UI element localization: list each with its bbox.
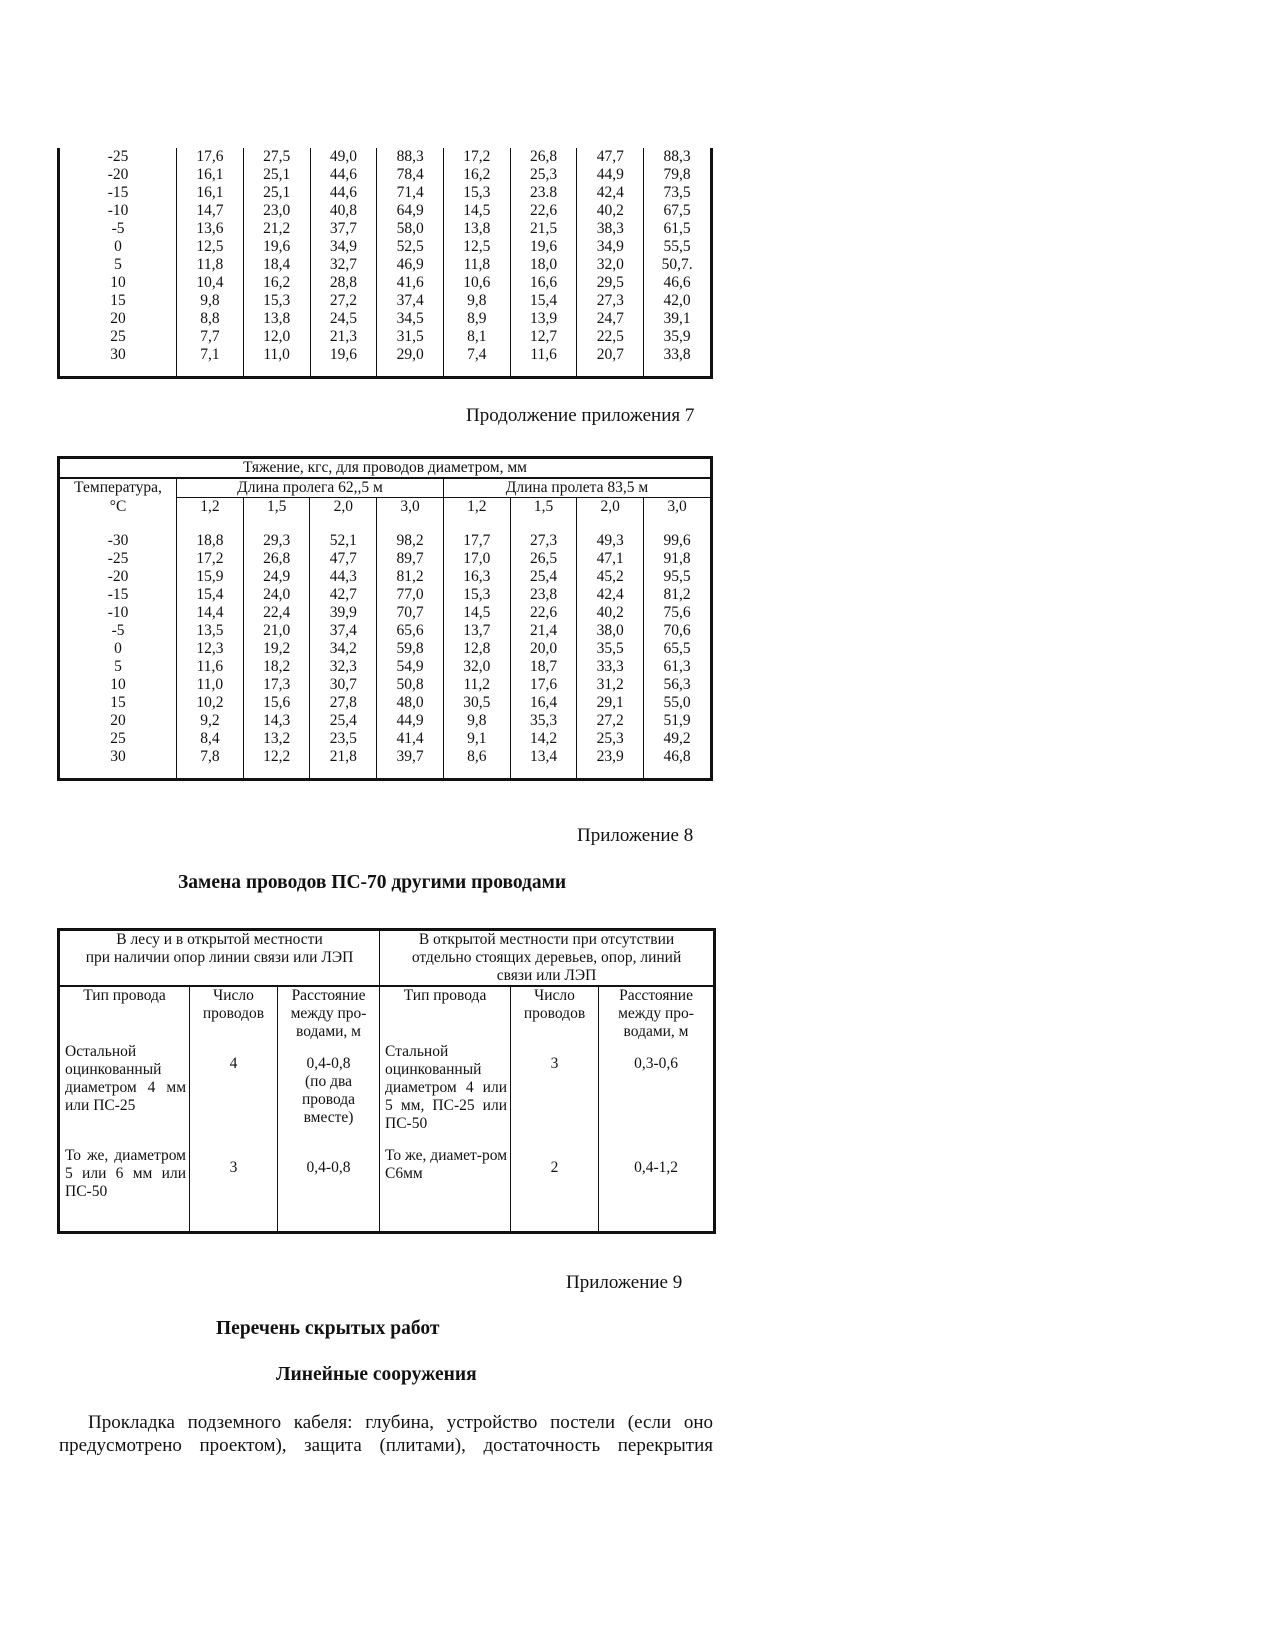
diameter-header: 1,5 [243, 498, 310, 533]
tension-cell: 8,9 [444, 310, 511, 328]
tension-cell: 26,8 [510, 148, 577, 166]
table1-row [59, 220, 712, 238]
tension-cell: 16,1 [177, 166, 244, 184]
tension-cell: 51,9 [644, 712, 712, 730]
col-wire-count-a: Число проводов [190, 986, 278, 1043]
tension-cell: 44,3 [310, 568, 377, 586]
tension-cell: 50,8 [377, 676, 444, 694]
tension-cell: 11,8 [444, 256, 511, 274]
tension-cell: 77,0 [377, 586, 444, 604]
table1-row [59, 238, 712, 256]
tension-cell: 20,0 [510, 640, 577, 658]
tension-cell: 44,6 [310, 166, 377, 184]
tension-cell: 10,4 [177, 274, 244, 292]
tension-cell: 25,1 [243, 184, 310, 202]
tension-cell: 42,0 [644, 292, 712, 310]
tension-cell: 14,4 [177, 604, 244, 622]
temperature-cell: -25 [107, 148, 129, 165]
temperature-cell: -15 [107, 586, 129, 603]
temperature-cell: 5 [114, 658, 122, 675]
tension-cell: 18,2 [243, 658, 310, 676]
tension-cell: 47,7 [310, 550, 377, 568]
tension-table-continued [57, 148, 713, 379]
tension-cell: 21,0 [243, 622, 310, 640]
tension-cell: 25,4 [510, 568, 577, 586]
tension-table [57, 456, 713, 781]
tension-cell: 88,3 [644, 148, 712, 166]
r2-distance-a: 0,4-0,8 [278, 1147, 380, 1233]
tension-cell: 21,2 [243, 220, 310, 238]
table1-row [59, 184, 712, 202]
tension-cell: 42,7 [310, 586, 377, 604]
span-a-header: Длина пролега 62,,5 м [177, 478, 444, 498]
temperature-cell: 20 [110, 712, 126, 729]
tension-cell: 11,8 [177, 256, 244, 274]
temperature-cell: -15 [107, 184, 129, 201]
appendix-9-subtitle: Линейные сооружения [276, 1364, 477, 1385]
tension-cell: 23.8 [510, 184, 577, 202]
tension-cell: 12,8 [443, 640, 510, 658]
tension-cell: 13,5 [177, 622, 244, 640]
tension-cell: 18,7 [510, 658, 577, 676]
temperature-cell: 20 [110, 310, 126, 327]
tension-cell: 27,2 [310, 292, 377, 310]
tension-cell: 14,2 [510, 730, 577, 748]
r2-count-a: 3 [190, 1147, 278, 1233]
tension-cell: 22,6 [510, 202, 577, 220]
tension-cell: 95,5 [644, 568, 712, 586]
temperature-cell: -5 [111, 622, 125, 639]
diameter-header: 3,0 [377, 498, 444, 533]
temperature-cell: -5 [111, 220, 125, 237]
diameter-header: 1,2 [443, 498, 510, 533]
table2-row [59, 676, 712, 694]
tension-cell: 9,1 [443, 730, 510, 748]
temperature-cell: 0 [114, 640, 122, 657]
tension-cell: 58,0 [377, 220, 444, 238]
temperature-cell: 10 [110, 676, 126, 693]
tension-cell: 48,0 [377, 694, 444, 712]
continuation-caption: Продолжение приложения 7 [466, 405, 695, 426]
tension-cell: 22,6 [510, 604, 577, 622]
temperature-cell: 30 [110, 748, 126, 765]
col-distance-a: Расстояние между про- водами, м [278, 986, 380, 1043]
tension-cell: 33,8 [644, 346, 712, 378]
r1-distance-a: 0,4-0,8 (по два провода вместе) [278, 1043, 380, 1147]
tension-cell: 17,7 [443, 532, 510, 550]
tension-cell: 9,8 [177, 292, 244, 310]
table2-row [59, 532, 712, 550]
appendix-8-label: Приложение 8 [577, 825, 694, 846]
tension-cell: 25,3 [577, 730, 644, 748]
temperature-header-label: Температура, [59, 478, 177, 498]
tension-cell: 38,0 [577, 622, 644, 640]
tension-cell: 78,4 [377, 166, 444, 184]
tension-cell: 46,8 [644, 748, 712, 780]
tension-cell: 17,3 [243, 676, 310, 694]
tension-cell: 24,0 [243, 586, 310, 604]
tension-cell: 49,2 [644, 730, 712, 748]
diameter-header: 2,0 [577, 498, 644, 533]
tension-cell: 13,4 [510, 748, 577, 780]
tension-cell: 7,7 [177, 328, 244, 346]
tension-cell: 14,5 [443, 604, 510, 622]
tension-cell: 75,6 [644, 604, 712, 622]
tension-cell: 40,2 [577, 202, 644, 220]
tension-cell: 15,3 [243, 292, 310, 310]
tension-cell: 50,7. [644, 256, 712, 274]
tension-cell: 35,3 [510, 712, 577, 730]
table1-row [59, 310, 712, 328]
tension-cell: 17,2 [177, 550, 244, 568]
tension-cell: 39,7 [377, 748, 444, 780]
group-forest-header: В лесу и в открытой местности при наличии опор линии связи или ЛЭП [59, 930, 380, 987]
tension-cell: 23,5 [310, 730, 377, 748]
tension-cell: 98,2 [377, 532, 444, 550]
table2-row [59, 640, 712, 658]
tension-cell: 16,2 [444, 166, 511, 184]
tension-cell: 27,3 [510, 532, 577, 550]
tension-cell: 25,1 [243, 166, 310, 184]
tension-cell: 54,9 [377, 658, 444, 676]
table2-row [59, 658, 712, 676]
tension-cell: 16,6 [510, 274, 577, 292]
tension-cell: 32,3 [310, 658, 377, 676]
tension-cell: 17,6 [177, 148, 244, 166]
tension-cell: 12,5 [177, 238, 244, 256]
table2-row [59, 550, 712, 568]
tension-cell: 89,7 [377, 550, 444, 568]
tension-cell: 40,2 [577, 604, 644, 622]
tension-cell: 71,4 [377, 184, 444, 202]
tension-cell: 16,4 [510, 694, 577, 712]
tension-cell: 55,0 [644, 694, 712, 712]
tension-cell: 13,2 [243, 730, 310, 748]
tension-cell: 37,7 [310, 220, 377, 238]
table2-row [59, 568, 712, 586]
tension-cell: 17,6 [510, 676, 577, 694]
tension-cell: 30,5 [443, 694, 510, 712]
tension-cell: 31,5 [377, 328, 444, 346]
tension-cell: 15,9 [177, 568, 244, 586]
table2-row [59, 604, 712, 622]
temperature-cell: 25 [110, 730, 126, 747]
tension-cell: 23,0 [243, 202, 310, 220]
table1-row [59, 148, 712, 166]
col-wire-type-a: Тип провода [59, 986, 190, 1043]
tension-cell: 81,2 [644, 586, 712, 604]
span-b-header: Длина пролета 83,5 м [443, 478, 711, 498]
wire-replacement-table [57, 928, 716, 1234]
tension-cell: 29,3 [243, 532, 310, 550]
tension-cell: 15,6 [243, 694, 310, 712]
tension-cell: 30,7 [310, 676, 377, 694]
temperature-unit: °C [109, 497, 127, 515]
tension-cell: 13,6 [177, 220, 244, 238]
appendix-9-title: Перечень скрытых работ [216, 1318, 440, 1339]
tension-cell: 7,8 [177, 748, 244, 780]
tension-cell: 22,4 [243, 604, 310, 622]
tension-cell: 24,5 [310, 310, 377, 328]
temperature-cell: 0 [114, 238, 122, 255]
table1-row [59, 328, 712, 346]
tension-cell: 81,2 [377, 568, 444, 586]
tension-cell: 24,7 [577, 310, 644, 328]
tension-cell: 15,3 [443, 586, 510, 604]
tension-cell: 17,0 [443, 550, 510, 568]
tension-cell: 8,6 [443, 748, 510, 780]
tension-cell: 29,5 [577, 274, 644, 292]
tension-cell: 49,0 [310, 148, 377, 166]
tension-cell: 47,7 [577, 148, 644, 166]
tension-cell: 34,9 [310, 238, 377, 256]
tension-cell: 28,8 [310, 274, 377, 292]
tension-cell: 35,9 [644, 328, 712, 346]
tension-cell: 11,2 [443, 676, 510, 694]
tension-cell: 73,5 [644, 184, 712, 202]
tension-cell: 46,9 [377, 256, 444, 274]
tension-cell: 13,8 [444, 220, 511, 238]
tension-cell: 52,5 [377, 238, 444, 256]
tension-cell: 18,0 [510, 256, 577, 274]
tension-cell: 37,4 [377, 292, 444, 310]
tension-cell: 10,6 [444, 274, 511, 292]
temperature-cell: 15 [110, 694, 126, 711]
r2-type-a: То же, диаметром 5 или 6 мм или ПС-50 [59, 1147, 190, 1233]
tension-cell: 39,1 [644, 310, 712, 328]
table2-row [59, 712, 712, 730]
col-wire-type-b: Тип провода [380, 986, 511, 1043]
diameter-header: 1,2 [177, 498, 244, 533]
tension-cell: 14,3 [243, 712, 310, 730]
tension-cell: 19,6 [510, 238, 577, 256]
tension-cell: 18,8 [177, 532, 244, 550]
tension-cell: 14,7 [177, 202, 244, 220]
tension-cell: 11,6 [177, 658, 244, 676]
tension-cell: 65,6 [377, 622, 444, 640]
tension-cell: 21,3 [310, 328, 377, 346]
tension-cell: 29,1 [577, 694, 644, 712]
tension-cell: 39,9 [310, 604, 377, 622]
tension-cell: 46,6 [644, 274, 712, 292]
temperature-cell: 25 [110, 328, 126, 345]
tension-cell: 33,3 [577, 658, 644, 676]
tension-cell: 20,7 [577, 346, 644, 378]
temperature-cell: -20 [107, 166, 129, 183]
tension-cell: 40,8 [310, 202, 377, 220]
tension-cell: 12,5 [444, 238, 511, 256]
r1-count-b: 3 [511, 1043, 599, 1147]
temperature-cell: 15 [110, 292, 126, 309]
diameter-header: 3,0 [644, 498, 712, 533]
tension-cell: 27,8 [310, 694, 377, 712]
table2-row [59, 586, 712, 604]
table1-row [59, 346, 712, 378]
tension-cell: 34,9 [577, 238, 644, 256]
temperature-cell: -20 [107, 568, 129, 585]
appendix-8-title: Замена проводов ПС-70 другими проводами [178, 872, 567, 893]
tension-cell: 41,4 [377, 730, 444, 748]
tension-cell: 11,0 [177, 676, 244, 694]
table1-row [59, 202, 712, 220]
tension-cell: 31,2 [577, 676, 644, 694]
table2-row [59, 694, 712, 712]
tension-cell: 91,8 [644, 550, 712, 568]
diameter-header: 1,5 [510, 498, 577, 533]
tension-cell: 7,1 [177, 346, 244, 378]
appendix-9-label: Приложение 9 [566, 1272, 683, 1293]
tension-cell: 16,2 [243, 274, 310, 292]
tension-cell: 7,4 [444, 346, 511, 378]
diameter-header: 2,0 [310, 498, 377, 533]
tension-cell: 13,7 [443, 622, 510, 640]
tension-cell: 79,8 [644, 166, 712, 184]
tension-cell: 26,5 [510, 550, 577, 568]
tension-cell: 61,5 [644, 220, 712, 238]
temperature-cell: 5 [114, 256, 122, 273]
tension-cell: 23,8 [510, 586, 577, 604]
tension-cell: 34,2 [310, 640, 377, 658]
tension-cell: 44,9 [377, 712, 444, 730]
tension-cell: 99,6 [644, 532, 712, 550]
tension-cell: 25,3 [510, 166, 577, 184]
tension-cell: 41,6 [377, 274, 444, 292]
r2-distance-b: 0,4-1,2 [599, 1147, 715, 1233]
tension-cell: 19,6 [243, 238, 310, 256]
temperature-cell: -10 [107, 604, 129, 621]
tension-cell: 32,0 [443, 658, 510, 676]
tension-cell: 21,5 [510, 220, 577, 238]
tension-cell: 17,2 [444, 148, 511, 166]
tension-cell: 32,7 [310, 256, 377, 274]
tension-cell: 8,1 [444, 328, 511, 346]
tension-cell: 9,8 [443, 712, 510, 730]
tension-cell: 49,3 [577, 532, 644, 550]
tension-cell: 25,4 [310, 712, 377, 730]
temperature-cell: 10 [110, 274, 126, 291]
tension-cell: 22,5 [577, 328, 644, 346]
tension-cell: 64,9 [377, 202, 444, 220]
tension-cell: 11,0 [243, 346, 310, 378]
tension-cell: 35,5 [577, 640, 644, 658]
tension-cell: 38,3 [577, 220, 644, 238]
tension-cell: 29,0 [377, 346, 444, 378]
tension-cell: 27,3 [577, 292, 644, 310]
tension-cell: 65,5 [644, 640, 712, 658]
tension-cell: 21,8 [310, 748, 377, 780]
tension-cell: 42,4 [577, 184, 644, 202]
tension-cell: 10,2 [177, 694, 244, 712]
r1-distance-b: 0,3-0,6 [599, 1043, 715, 1147]
tension-cell: 13,8 [243, 310, 310, 328]
tension-cell: 14,5 [444, 202, 511, 220]
tension-cell: 56,3 [644, 676, 712, 694]
tension-cell: 67,5 [644, 202, 712, 220]
tension-cell: 70,7 [377, 604, 444, 622]
temperature-cell: -10 [107, 202, 129, 219]
temperature-cell: 30 [110, 346, 126, 363]
tension-cell: 21,4 [510, 622, 577, 640]
tension-cell: 24,9 [243, 568, 310, 586]
table1-row [59, 256, 712, 274]
table1-row [59, 292, 712, 310]
tension-cell: 9,8 [444, 292, 511, 310]
r2-type-b: То же, диамет-ром С6мм [380, 1147, 511, 1233]
tension-cell: 70,6 [644, 622, 712, 640]
table1-row [59, 274, 712, 292]
tension-cell: 37,4 [310, 622, 377, 640]
tension-header: Тяжение, кгс, для проводов диаметром, мм [59, 458, 712, 479]
hidden-works-paragraph: Прокладка подземного кабеля: глубина, устройство постели (если оно предусмотрено проектом), защита (плитами), достаточность перекрытия [59, 1412, 713, 1456]
tension-cell: 52,1 [310, 532, 377, 550]
table2-row [59, 622, 712, 640]
r1-type-a: Остальной оцинкованный диаметром 4 мм или ПС-25 [59, 1043, 190, 1147]
temperature-cell: -30 [107, 532, 129, 549]
tension-cell: 12,7 [510, 328, 577, 346]
tension-cell: 12,3 [177, 640, 244, 658]
tension-cell: 59,8 [377, 640, 444, 658]
tension-cell: 12,0 [243, 328, 310, 346]
tension-cell: 42,4 [577, 586, 644, 604]
tension-cell: 32,0 [577, 256, 644, 274]
table1-row [59, 166, 712, 184]
tension-cell: 45,2 [577, 568, 644, 586]
tension-cell: 26,8 [243, 550, 310, 568]
tension-cell: 27,2 [577, 712, 644, 730]
tension-cell: 15,4 [510, 292, 577, 310]
tension-cell: 47,1 [577, 550, 644, 568]
tension-cell: 15,4 [177, 586, 244, 604]
group-open-header: В открытой местности при отсутствии отдельно стоящих деревьев, опор, линий связи или ЛЭП [380, 930, 715, 987]
tension-cell: 23,9 [577, 748, 644, 780]
r1-count-a: 4 [190, 1043, 278, 1147]
tension-cell: 55,5 [644, 238, 712, 256]
col-distance-b: Расстояние между про- водами, м [599, 986, 715, 1043]
tension-cell: 19,2 [243, 640, 310, 658]
temperature-cell: -25 [107, 550, 129, 567]
tension-cell: 34,5 [377, 310, 444, 328]
tension-cell: 61,3 [644, 658, 712, 676]
tension-cell: 11,6 [510, 346, 577, 378]
table2-row [59, 748, 712, 780]
tension-cell: 27,5 [243, 148, 310, 166]
r1-type-b: Стальной оцинкованный диаметром 4 или 5 мм, ПС-25 или ПС-50 [380, 1043, 511, 1147]
tension-cell: 9,2 [177, 712, 244, 730]
tension-cell: 18,4 [243, 256, 310, 274]
tension-cell: 44,9 [577, 166, 644, 184]
tension-cell: 16,3 [443, 568, 510, 586]
tension-cell: 13,9 [510, 310, 577, 328]
tension-cell: 88,3 [377, 148, 444, 166]
tension-cell: 8,8 [177, 310, 244, 328]
table2-row [59, 730, 712, 748]
tension-cell: 8,4 [177, 730, 244, 748]
col-wire-count-b: Число проводов [511, 986, 599, 1043]
tension-cell: 19,6 [310, 346, 377, 378]
tension-cell: 16,1 [177, 184, 244, 202]
tension-cell: 44,6 [310, 184, 377, 202]
tension-cell: 15,3 [444, 184, 511, 202]
tension-cell: 12,2 [243, 748, 310, 780]
r2-count-b: 2 [511, 1147, 599, 1233]
